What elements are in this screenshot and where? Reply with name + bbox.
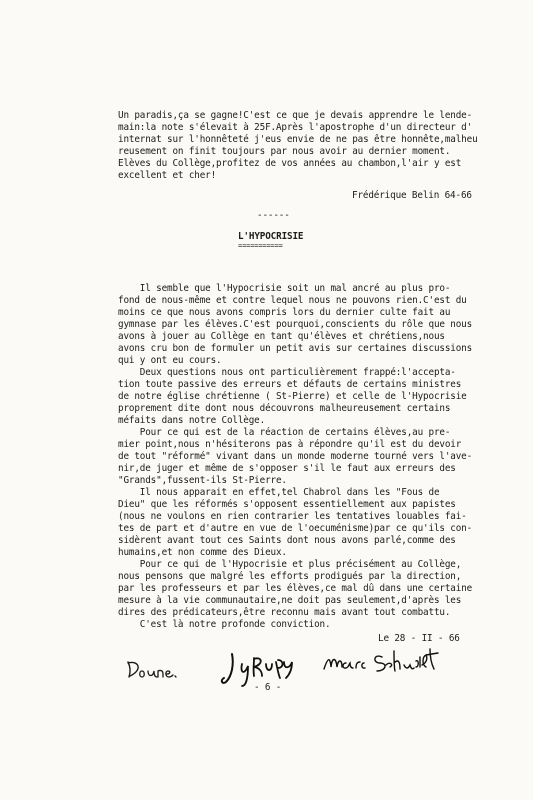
- article-line: méfaits dans notre Collège.: [118, 415, 266, 426]
- page-number: - 6 -: [254, 682, 282, 693]
- article-line: tes de part et d'autre en vue de l'oecuménisme)par ce qu'ils con-: [118, 523, 473, 534]
- article-line: nir,de juger et même de s'opposer s'il le faut aux erreurs des: [118, 463, 456, 474]
- intro-line: main:la note s'élevait à 25F.Après l'apostrophe d'un directeur d': [118, 122, 473, 133]
- article-line: Il semble que l'Hypocrisie soit un mal ancré au plus pro-: [118, 283, 451, 294]
- article-title: L'HYPOCRISIE: [238, 231, 304, 242]
- article-line: sidèrent avant tout ces Saints dont nous avons parlé,comme des: [118, 535, 456, 546]
- article-line: C'est là notre profonde conviction.: [118, 619, 331, 630]
- article-line: Deux questions nous ont particulièrement frappé:l'accepta-: [118, 367, 456, 378]
- article-line: moins ce que nous avons compris lors du dernier culte fait au: [118, 307, 451, 318]
- article-line: par les professeurs et par les élèves,ce mal dû dans une certaine: [118, 583, 473, 594]
- article-line: proprement dite dont nous découvrons malheureusement certains: [118, 403, 451, 414]
- article-line: mesure à la vie communautaire,ne doit pas seulement,d'après les: [118, 595, 462, 606]
- article-line: fond de nous-même et contre lequel nous ne pouvons rien.C'est du: [118, 295, 467, 306]
- article-line: "Grands",fussent-ils St-Pierre.: [118, 475, 287, 486]
- section-separator: ------: [257, 210, 290, 221]
- article-line: humains,et non comme des Dieux.: [118, 547, 287, 558]
- article-line: avons à jouer au Collège en tant qu'élèves et chrétiens,nous: [118, 331, 445, 342]
- intro-line: excellent et cher!: [118, 170, 217, 181]
- article-line: Pour ce qui de l'Hypocrisie et plus précisément au Collège,: [118, 559, 462, 570]
- article-line: Il nous apparait en effet,tel Chabrol dans les "Fous de: [118, 487, 440, 498]
- title-underline: ===========: [238, 242, 283, 250]
- article-line: (nous ne voulons en rien contrarier les tentatives louables fai-: [118, 511, 467, 522]
- intro-line: Elèves du Collège,profitez de vos années au chambon,l'air y est: [118, 158, 462, 169]
- article-line: mier point,nous n'hésiterons pas à répondre qu'il est du devoir: [118, 439, 462, 450]
- article-line: de tout "réformé" vivant dans un monde moderne tourné vers l'ave-: [118, 451, 473, 462]
- article-line: Pour ce qui est de la réaction de certains élèves,au pre-: [118, 427, 451, 438]
- article-line: qui y ont eu cours.: [118, 355, 222, 366]
- intro-line: internat sur l'honnêteté j'eus envie de ne pas être honnête,malheu: [118, 134, 478, 145]
- article-line: dires des prédicateurs,être reconnu mais avant tout combattu.: [118, 607, 451, 618]
- intro-author: Frédérique Belin 64-66: [352, 190, 472, 201]
- intro-line: reusement on finit toujours par nous avoir au dernier moment.: [118, 146, 451, 157]
- article-line: tion toute passive des erreurs et défauts de certains ministres: [118, 379, 462, 390]
- article-line: avons cru bon de formuler un petit avis sur certaines discussions: [118, 343, 473, 354]
- intro-line: Un paradis,ça se gagne!C'est ce que je devais apprendre le lende-: [118, 110, 473, 121]
- article-line: gymnase par les élèves.C'est pourquoi,conscients du rôle que nous: [118, 319, 473, 330]
- article-line: de notre église chrétienne ( St-Pierre) et celle de l'Hypocrisie: [118, 391, 467, 402]
- signature-marc-schmidt: [322, 643, 472, 679]
- signature-doune: [125, 658, 185, 680]
- article-date: Le 28 - II - 66: [378, 633, 460, 644]
- article-line: Dieu" que les réformés s'opposent essentiellement aux papistes: [118, 499, 456, 510]
- article-line: nous pensons que malgré les efforts prodigués par la direction,: [118, 571, 462, 582]
